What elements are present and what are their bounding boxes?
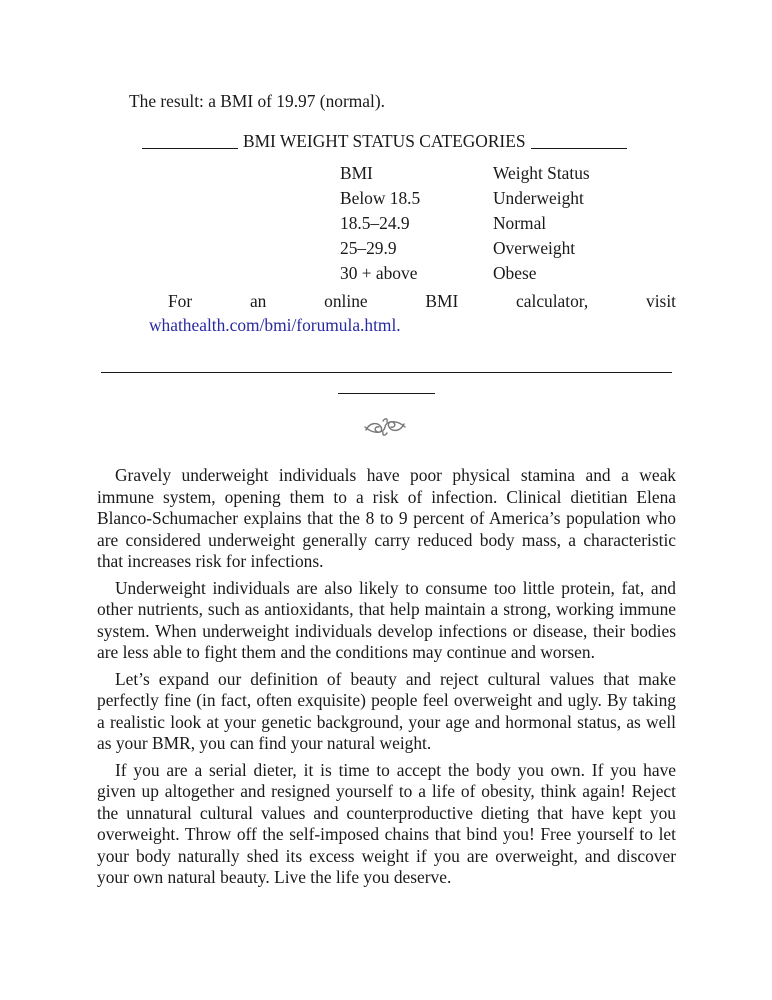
table-header-row bbox=[340, 163, 613, 188]
calculator-note bbox=[149, 291, 676, 336]
body-paragraph: Gravely underweight individuals have poor physical stamina and a weak immune system, opening them to a risk of infection. Clinical dietitian Elena Blanco-Schumacher explains that the 8 to 9 percent of America’s population who are considered underweight generally carry reduced body mass, a characteristic that increases risk for infections. bbox=[97, 465, 676, 572]
section-divider-rule bbox=[101, 372, 672, 373]
calculator-word: an bbox=[249, 291, 267, 311]
bmi-range-cell: Below 18.5 bbox=[340, 188, 421, 208]
bmi-calculator-link[interactable]: whathealth.com/bmi/forumula.html bbox=[149, 315, 397, 335]
column-header-status: Weight Status bbox=[493, 163, 590, 183]
heading-right-rule bbox=[531, 148, 627, 149]
weight-status-cell: Normal bbox=[493, 213, 547, 233]
bmi-result-text: The result: a BMI of 19.97 (normal). bbox=[129, 91, 385, 111]
table-row bbox=[340, 188, 613, 213]
calculator-word: visit bbox=[646, 291, 676, 311]
calculator-word: BMI bbox=[425, 291, 459, 311]
fleuron-ornament-icon bbox=[362, 415, 408, 439]
table-row bbox=[340, 213, 613, 238]
column-header-bmi: BMI bbox=[340, 163, 373, 183]
weight-status-cell: Obese bbox=[493, 263, 537, 283]
bmi-range-cell: 18.5–24.9 bbox=[340, 213, 410, 233]
calculator-word: online bbox=[324, 291, 368, 311]
bmi-range-cell: 25–29.9 bbox=[340, 238, 397, 258]
calculator-link-line bbox=[149, 315, 676, 336]
weight-status-cell: Overweight bbox=[493, 238, 576, 258]
calculator-word: calculator, bbox=[516, 291, 589, 311]
categories-heading bbox=[142, 131, 632, 152]
categories-title: BMI WEIGHT STATUS CATEGORIES bbox=[243, 131, 526, 151]
link-period: . bbox=[396, 315, 401, 335]
body-paragraph: Underweight individuals are also likely to consume too little protein, fat, and other nutrients, such as antioxidants, that help maintain a strong, working immune system. When underweight individuals develop infections or disease, their bodies are less able to fight them and the conditions may continue and worsen. bbox=[97, 577, 676, 663]
calculator-word: For bbox=[168, 291, 193, 311]
section-short-rule bbox=[338, 393, 435, 394]
weight-status-cell: Underweight bbox=[493, 188, 584, 208]
article-body bbox=[97, 465, 676, 894]
heading-left-rule bbox=[142, 148, 238, 149]
bmi-range-cell: 30 + above bbox=[340, 263, 418, 283]
calculator-note-line bbox=[149, 291, 676, 312]
bmi-categories-table bbox=[340, 163, 613, 288]
body-paragraph: Let’s expand our definition of beauty and reject cultural values that make perfectly fine (in fact, often exquisite) people feel overweight and ugly. By taking a realistic look at your genetic background, your age and hormonal status, as well as your BMR, you can find your natural weight. bbox=[97, 668, 676, 754]
table-row bbox=[340, 263, 613, 288]
body-paragraph: If you are a serial dieter, it is time to accept the body you own. If you have given up altogether and resigned yourself to a life of obesity, think again! Reject the unnatural cultural values and counterproductive dieting that have kept you overweight. Throw off the self-imposed chains that bind you! Free yourself to let your body naturally shed its excess weight if you are overweight, and discover your own natural beauty. Live the life you deserve. bbox=[97, 759, 676, 888]
table-row bbox=[340, 238, 613, 263]
